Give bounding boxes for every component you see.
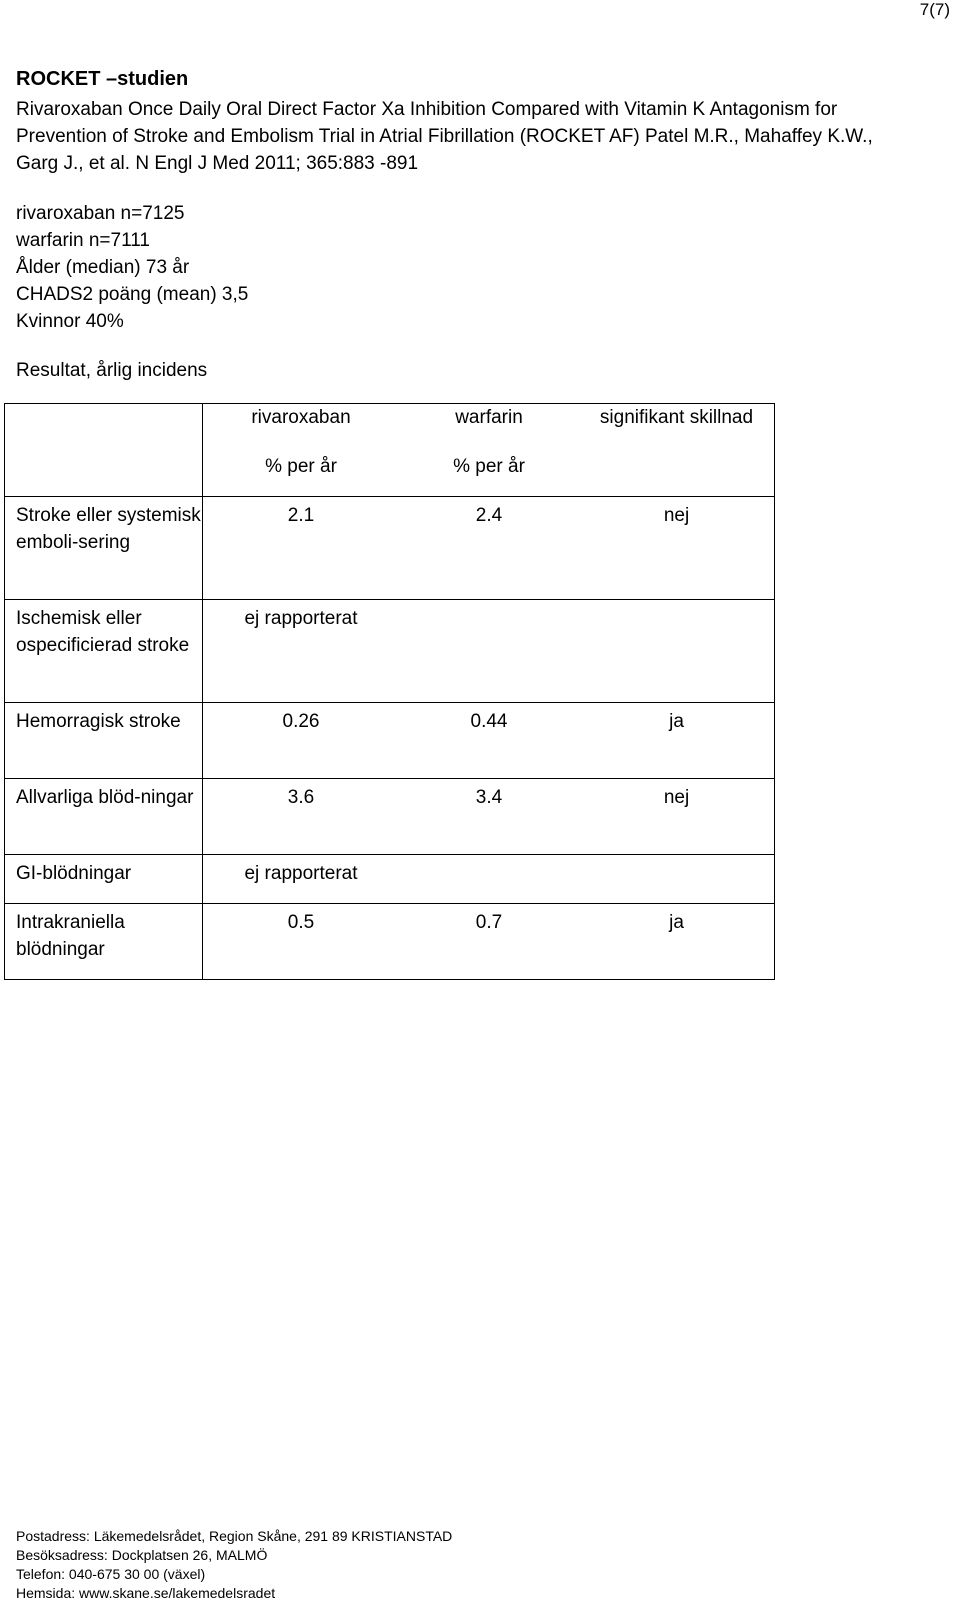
cell-rivaroxaban: 2.1 bbox=[203, 497, 400, 600]
table-row bbox=[5, 703, 775, 779]
table-row bbox=[5, 855, 775, 904]
cell-significant: nej bbox=[579, 497, 775, 600]
page-number: 7(7) bbox=[919, 0, 950, 19]
cell-warfarin bbox=[399, 600, 579, 703]
cell-significant bbox=[579, 600, 775, 703]
table-row bbox=[5, 600, 775, 703]
stat-line: CHADS2 poäng (mean) 3,5 bbox=[16, 284, 249, 305]
row-label: Ischemisk eller ospecificierad stroke bbox=[5, 600, 203, 703]
header-warfarin bbox=[399, 404, 579, 497]
footer-phone: Telefon: 040-675 30 00 (växel) bbox=[16, 1566, 206, 1582]
header-significant bbox=[579, 404, 775, 497]
row-label: Intrakraniella blödningar bbox=[5, 904, 203, 980]
table-row bbox=[5, 779, 775, 855]
row-label: Hemorragisk stroke bbox=[5, 703, 203, 779]
cell-warfarin: 0.44 bbox=[399, 703, 579, 779]
table-header-row bbox=[5, 404, 775, 497]
cell-warfarin: 2.4 bbox=[399, 497, 579, 600]
stat-line: Ålder (median) 73 år bbox=[16, 257, 190, 278]
cell-warfarin: 0.7 bbox=[399, 904, 579, 980]
results-heading: Resultat, årlig incidens bbox=[16, 360, 208, 381]
header-label: warfarin bbox=[455, 407, 523, 428]
table-row bbox=[5, 904, 775, 980]
footer-website: Hemsida: www.skane.se/lakemedelsradet bbox=[16, 1585, 276, 1601]
citation bbox=[16, 96, 946, 177]
cell-rivaroxaban: ej rapporterat bbox=[203, 600, 400, 703]
citation-line: Rivaroxaban Once Daily Oral Direct Factor Xa Inhibition Compared with Vitamin K Antagonism for bbox=[16, 99, 838, 120]
row-label: GI-blödningar bbox=[5, 855, 203, 904]
cell-significant: ja bbox=[579, 904, 775, 980]
header-empty-cell bbox=[5, 404, 203, 497]
cell-warfarin: 3.4 bbox=[399, 779, 579, 855]
cell-significant: ja bbox=[579, 703, 775, 779]
header-unit: % per år bbox=[265, 456, 337, 477]
table-row bbox=[5, 497, 775, 600]
row-label: Stroke eller systemisk emboli-sering bbox=[5, 497, 203, 600]
stat-line: warfarin n=7111 bbox=[16, 230, 150, 251]
header-rivaroxaban bbox=[203, 404, 400, 497]
row-label: Allvarliga blöd-ningar bbox=[5, 779, 203, 855]
cell-rivaroxaban: 0.5 bbox=[203, 904, 400, 980]
cell-rivaroxaban: 3.6 bbox=[203, 779, 400, 855]
header-label: signifikant skillnad bbox=[599, 407, 754, 428]
study-stats bbox=[16, 200, 248, 335]
results-table bbox=[4, 403, 775, 980]
cell-rivaroxaban: 0.26 bbox=[203, 703, 400, 779]
citation-line: Prevention of Stroke and Embolism Trial in Atrial Fibrillation (ROCKET AF) Patel M.R., Mahaffey K.W., bbox=[16, 126, 873, 147]
cell-warfarin bbox=[399, 855, 579, 904]
stat-line: Kvinnor 40% bbox=[16, 311, 124, 332]
cell-rivaroxaban: ej rapporterat bbox=[203, 855, 400, 904]
footer-postal-address: Postadress: Läkemedelsrådet, Region Skåne, 291 89 KRISTIANSTAD bbox=[16, 1528, 453, 1544]
footer-visiting-address: Besöksadress: Dockplatsen 26, MALMÖ bbox=[16, 1547, 268, 1563]
cell-significant bbox=[579, 855, 775, 904]
stat-line: rivaroxaban n=7125 bbox=[16, 203, 185, 224]
cell-significant: nej bbox=[579, 779, 775, 855]
header-unit: % per år bbox=[453, 456, 525, 477]
citation-line: Garg J., et al. N Engl J Med 2011; 365:883 -891 bbox=[16, 153, 419, 174]
footer bbox=[16, 1527, 452, 1603]
header-label: rivaroxaban bbox=[251, 407, 351, 428]
document-title: ROCKET –studien bbox=[16, 68, 189, 90]
